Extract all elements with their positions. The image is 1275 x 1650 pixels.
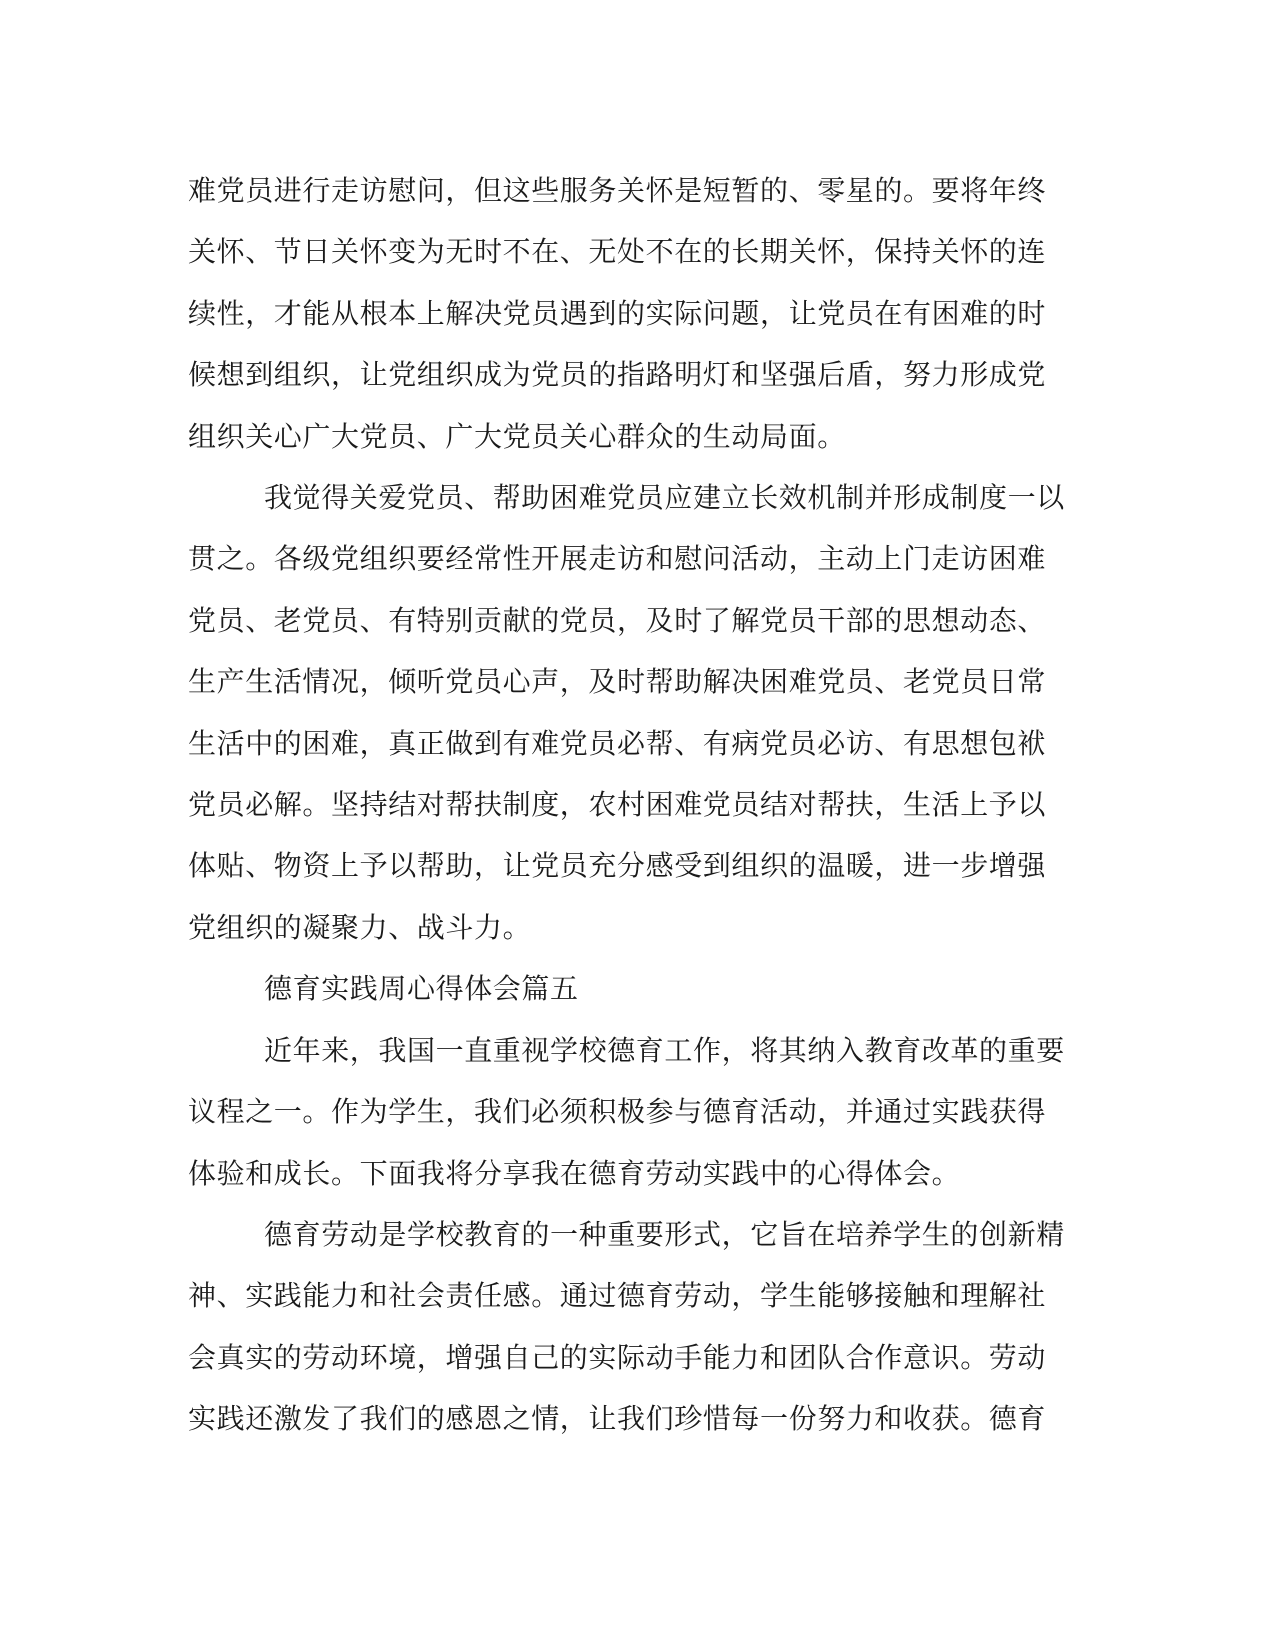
paragraph-line: 组织关心广大党员、广大党员关心群众的生动局面。 — [188, 419, 846, 453]
paragraph-line: 实践还激发了我们的感恩之情，让我们珍惜每一份努力和收获。德育 — [188, 1402, 1047, 1436]
section-heading — [188, 958, 1078, 1019]
paragraph-line: 党组织的凝聚力、战斗力。 — [188, 910, 532, 944]
paragraph-line: 我觉得关爱党员、帮助困难党员应建立长效机制并形成制度一以 — [264, 481, 1065, 515]
paragraph-line: 贯之。各级党组织要经常性开展走访和慰问活动，主动上门走访困难 — [188, 542, 1047, 576]
paragraph-line: 关怀、节日关怀变为无时不在、无处不在的长期关怀，保持关怀的连 — [188, 235, 1047, 269]
paragraph-line: 候想到组织，让党组织成为党员的指路明灯和坚强后盾，努力形成党 — [188, 358, 1047, 392]
paragraph-caring-for-members-continued — [188, 160, 1078, 467]
paragraph-line: 难党员进行走访慰问，但这些服务关怀是短暂的、零星的。要将年终 — [188, 174, 1047, 207]
paragraph-long-term-mechanism — [188, 467, 1078, 958]
paragraph-line: 会真实的劳动环境，增强自己的实际动手能力和团队合作意识。劳动 — [188, 1340, 1047, 1374]
paragraph-line: 党员必解。坚持结对帮扶制度，农村困难党员结对帮扶，生活上予以 — [188, 788, 1047, 822]
paragraph-line: 议程之一。作为学生，我们必须积极参与德育活动，并通过实践获得 — [188, 1095, 1047, 1129]
paragraph-line: 续性，才能从根本上解决党员遇到的实际问题，让党员在有困难的时 — [188, 296, 1047, 330]
section-heading-text: 德育实践周心得体会篇五 — [264, 972, 579, 1006]
paragraph-line: 党员、老党员、有特别贡献的党员，及时了解党员干部的思想动态、 — [188, 603, 1047, 637]
paragraph-line: 体贴、物资上予以帮助，让党员充分感受到组织的温暖，进一步增强 — [188, 849, 1047, 883]
document-body — [188, 160, 1078, 1450]
paragraph-line: 生产生活情况，倾听党员心声，及时帮助解决困难党员、老党员日常 — [188, 665, 1047, 699]
paragraph-line: 近年来，我国一直重视学校德育工作，将其纳入教育改革的重要 — [264, 1033, 1065, 1067]
paragraph-line: 生活中的困难，真正做到有难党员必帮、有病党员必访、有思想包袱 — [188, 726, 1047, 760]
paragraph-moral-labor — [188, 1204, 1078, 1450]
paragraph-moral-education-intro — [188, 1020, 1078, 1204]
paragraph-line: 德育劳动是学校教育的一种重要形式，它旨在培养学生的创新精 — [264, 1217, 1065, 1251]
paragraph-line: 体验和成长。下面我将分享我在德育劳动实践中的心得体会。 — [188, 1156, 961, 1190]
paragraph-line: 神、实践能力和社会责任感。通过德育劳动，学生能够接触和理解社 — [188, 1279, 1047, 1313]
